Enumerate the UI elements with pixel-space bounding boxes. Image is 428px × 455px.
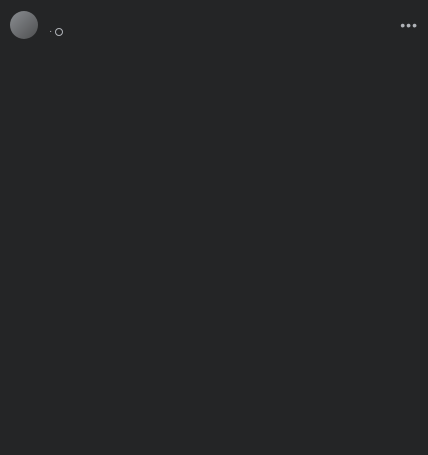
post-paragraph (10, 92, 418, 105)
post-title (10, 48, 418, 61)
post-paragraph (10, 180, 418, 193)
post-paragraph (10, 202, 418, 215)
post-body (10, 48, 418, 237)
post-meta (46, 26, 400, 38)
avatar[interactable] (10, 11, 38, 39)
post-paragraph (10, 114, 418, 127)
author-name[interactable] (46, 12, 400, 26)
post-paragraph (10, 136, 418, 149)
globe-icon (55, 28, 63, 36)
author-block (46, 12, 400, 38)
post-paragraph (10, 70, 418, 83)
more-options-icon[interactable]: ••• (400, 17, 418, 33)
post-header (10, 8, 418, 42)
meta-separator: · (49, 26, 53, 38)
post-paragraph (10, 158, 418, 171)
post-paragraph (10, 224, 418, 237)
